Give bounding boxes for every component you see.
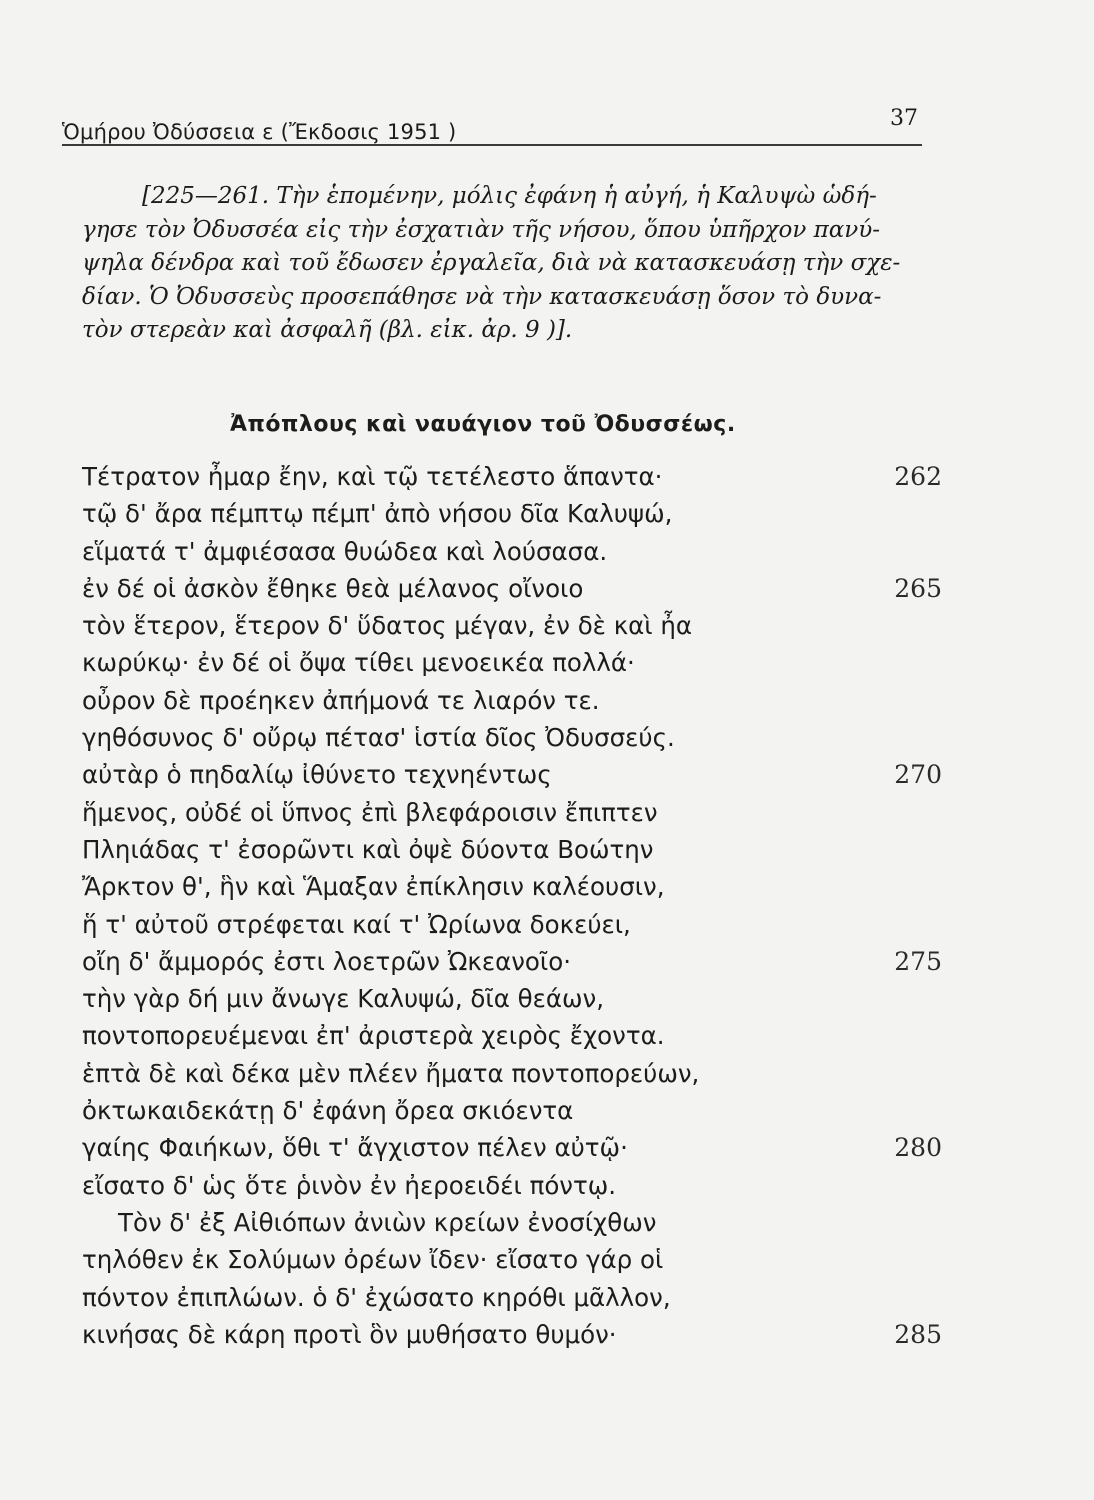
verse-block: [82, 458, 942, 1353]
verse-line: [82, 1204, 942, 1241]
running-header: [62, 104, 922, 146]
verse-text: τὸν ἕτερον, ἕτερον δ' ὕδατος μέγαν, ἐν δὲ καὶ ἦα: [82, 611, 693, 641]
verse-line: [82, 943, 942, 980]
summary-line: δίαν. Ὁ Ὀδυσσεὺς προσεπάθησε νὰ τὴν κατασκευάσῃ ὅσον τὸ δυνα-: [82, 283, 882, 310]
verse-text: ποντοπορευέμεναι ἐπ' ἀριστερὰ χειρὸς ἔχοντα.: [82, 1021, 665, 1051]
verse-text: εἵματά τ' ἀμφιέσασα θυώδεα καὶ λούσασα.: [82, 536, 608, 566]
verse-line: [82, 495, 942, 532]
summary-line: ψηλα δένδρα καὶ τοῦ ἔδωσεν ἐργαλεῖα, διὰ νὰ κατασκευάσῃ τὴν σχε-: [82, 250, 901, 276]
line-number: 262: [894, 462, 942, 491]
summary-line: γησε τὸν Ὀδυσσέα εἰς τὴν ἐσχατιὰν τῆς νήσου, ὅπου ὑπῆρχον πανύ-: [82, 216, 881, 243]
verse-text: ἑπτὰ δὲ καὶ δέκα μὲν πλέεν ἤματα ποντοπορεύων,: [82, 1058, 700, 1088]
verse-line: [82, 756, 942, 793]
verse-line: [82, 458, 942, 495]
verse-text: Πληιάδας τ' ἐσορῶντι καὶ ὀψὲ δύοντα Βοώτην: [82, 834, 654, 864]
verse-line: [82, 607, 942, 644]
verse-text: γαίης Φαιήκων, ὅθι τ' ἄγχιστον πέλεν αὐτῷ·: [82, 1133, 628, 1163]
verse-text: Τέτρατον ἦμαρ ἔην, καὶ τῷ τετέλεστο ἅπαντα·: [82, 462, 663, 491]
verse-line: [82, 644, 942, 681]
verse-text: πόντον ἐπιπλώων. ὁ δ' ἐχώσατο κηρόθι μᾶλλον,: [82, 1282, 671, 1312]
verse-line: [82, 831, 942, 868]
verse-text: τῷ δ' ἄρα πέμπτῳ πέμπ' ἀπὸ νήσου δῖα Καλυψώ,: [82, 499, 673, 529]
verse-text: τηλόθεν ἐκ Σολύμων ὀρέων ἴδεν· εἴσατο γάρ οἱ: [82, 1245, 664, 1275]
verse-line: [82, 794, 942, 831]
verse-text: γηθόσυνος δ' οὔρῳ πέτασ' ἱστία δῖος Ὀδυσσεύς.: [82, 723, 675, 753]
verse-line: [82, 1092, 942, 1129]
verse-text: ἥ τ' αὐτοῦ στρέφεται καί τ' Ὠρίωνα δοκεύει,: [82, 909, 631, 939]
verse-text: τὴν γὰρ δή μιν ἄνωγε Καλυψώ, δῖα θεάων,: [82, 984, 605, 1014]
verse-line: [82, 1316, 942, 1353]
line-number: 280: [894, 1133, 942, 1163]
verse-line: [82, 719, 942, 756]
verse-line: [82, 1241, 942, 1278]
verse-text: αὐτὰρ ὁ πηδαλίῳ ἰθύνετο τεχνηέντως: [82, 760, 552, 790]
verse-text: κινήσας δὲ κάρη προτὶ ὃν μυθήσατο θυμόν·: [82, 1319, 617, 1349]
line-number: 275: [894, 946, 942, 976]
verse-text: Τὸν δ' ἐξ Αἰθιόπων ἀνιὼν κρείων ἐνοσίχθων: [118, 1207, 657, 1237]
verse-line: [82, 570, 942, 607]
verse-text: εἴσατο δ' ὡς ὅτε ῥινὸν ἐν ἠεροειδέι πόντῳ.: [82, 1170, 617, 1200]
verse-line: [82, 682, 942, 719]
prose-summary: [82, 180, 924, 348]
verse-line: [82, 1129, 942, 1166]
verse-text: ἥμενος, οὐδέ οἱ ὕπνος ἐπὶ βλεφάροισιν ἔπιπτεν: [82, 797, 658, 827]
page-number: 37: [890, 106, 918, 131]
verse-line: [82, 1167, 942, 1204]
verse-text: οἴη δ' ἄμμορός ἐστι λοετρῶν Ὠκεανοῖο·: [82, 946, 571, 976]
line-number: 265: [894, 573, 942, 603]
verse-text: Ἄρκτον θ', ἣν καὶ Ἅμαξαν ἐπίκλησιν καλέουσιν,: [82, 872, 665, 902]
summary-line: τὸν στερεὰν καὶ ἀσφαλῆ (βλ. εἰκ. ἀρ. 9 )].: [82, 317, 573, 343]
header-title: Ὁμήρου Ὀδύσσεια ε (Ἔκδοσις 1951 ): [62, 120, 457, 144]
summary-line: [225—261. Τὴν ἑπομένην, μόλις ἐφάνη ἡ αὐγή, ἡ Καλυψὼ ὡδή-: [142, 183, 877, 209]
verse-text: ὀκτωκαιδεκάτῃ δ' ἐφάνη ὄρεα σκιόεντα: [82, 1096, 574, 1126]
verse-text: κωρύκῳ· ἐν δέ οἱ ὄψα τίθει μενοεικέα πολλά·: [82, 648, 635, 678]
verse-line: [82, 868, 942, 905]
verse-line: [82, 1279, 942, 1316]
line-number: 270: [894, 760, 942, 790]
verse-line: [82, 533, 942, 570]
section-heading: Ἀπόπλους καὶ ναυάγιον τοῦ Ὀδυσσέως.: [230, 412, 736, 437]
verse-line: [82, 1055, 942, 1092]
line-number: 285: [894, 1319, 942, 1349]
verse-line: [82, 1017, 942, 1054]
verse-text: ἐν δέ οἱ ἀσκὸν ἔθηκε θεὰ μέλανος οἴνοιο: [82, 573, 584, 603]
verse-line: [82, 980, 942, 1017]
verse-text: οὖρον δὲ προέηκεν ἀπήμονά τε λιαρόν τε.: [82, 685, 600, 715]
verse-line: [82, 906, 942, 943]
